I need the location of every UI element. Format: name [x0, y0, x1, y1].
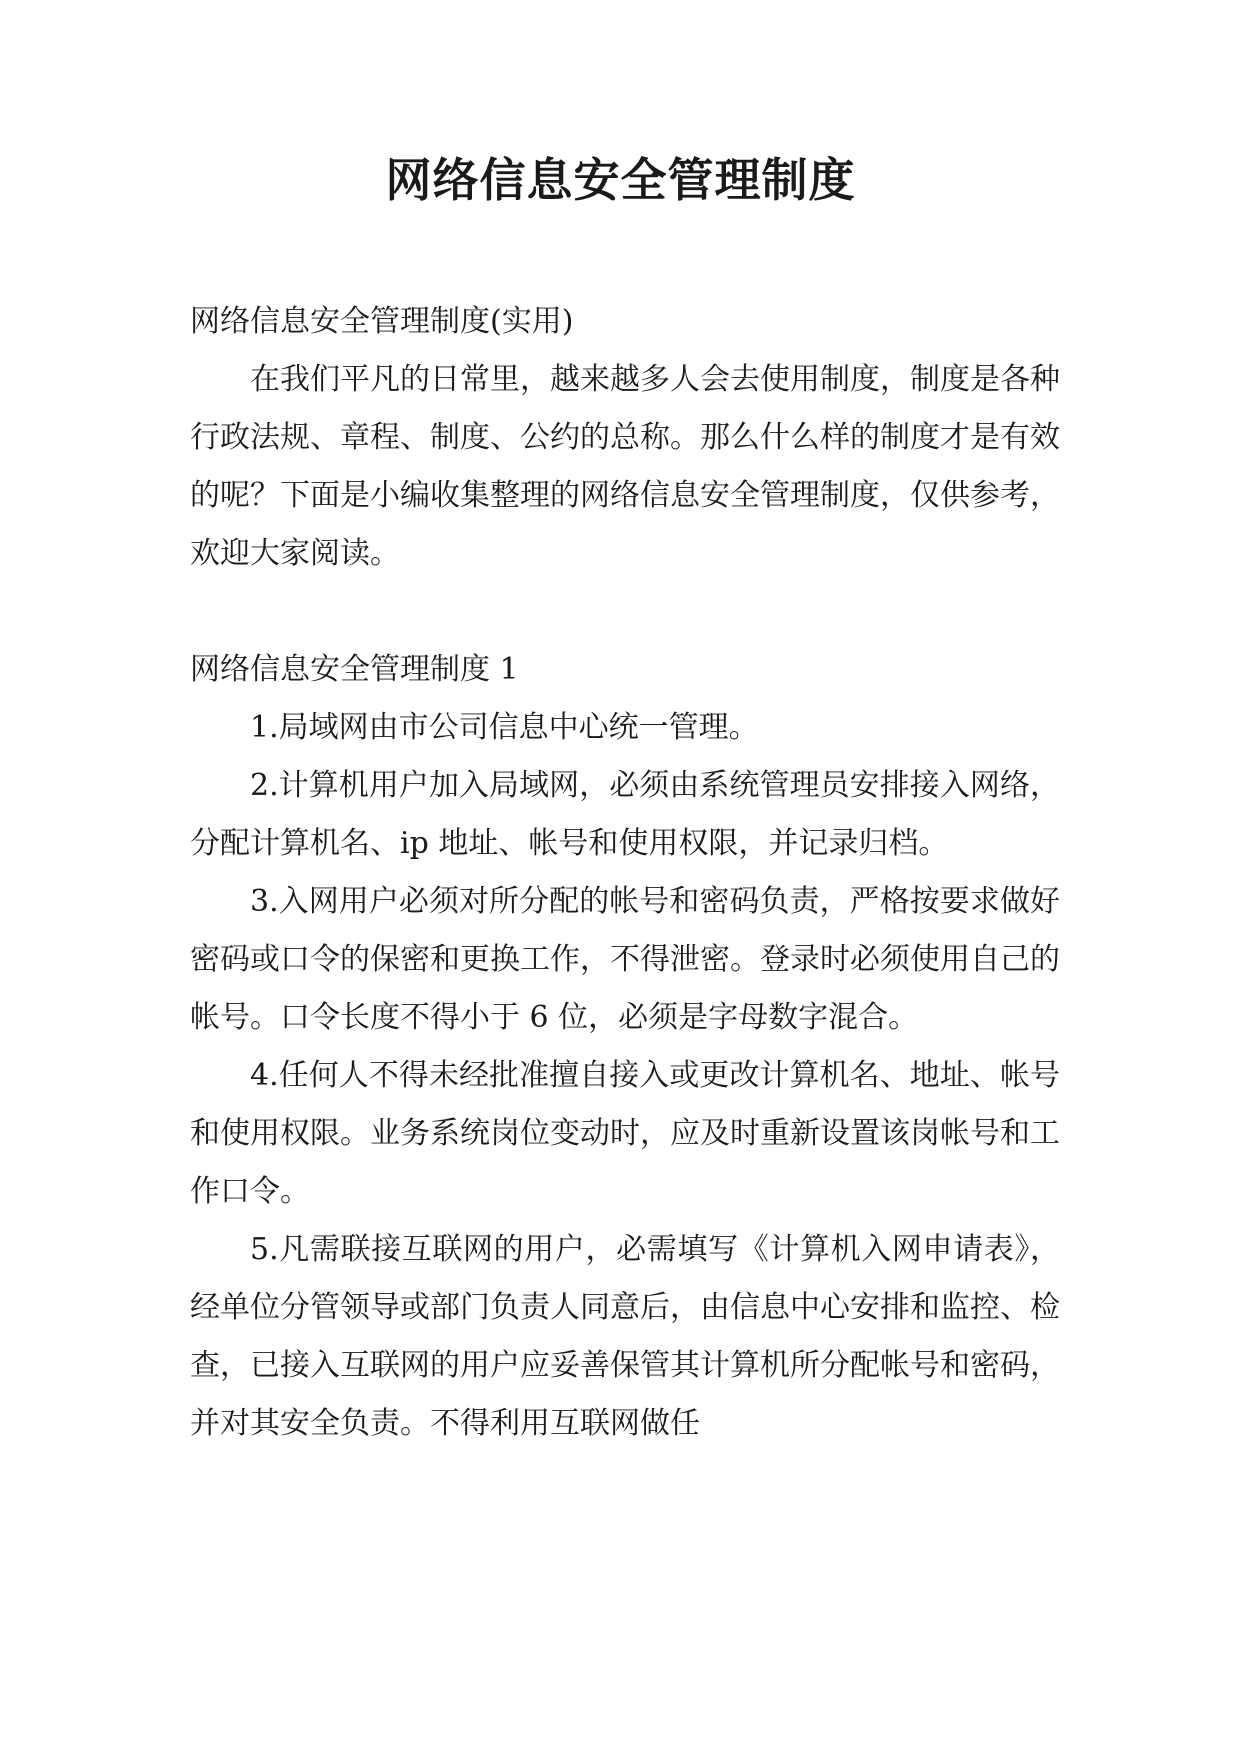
- list-item: 4.任何人不得未经批准擅自接入或更改计算机名、地址、帐号和使用权限。业务系统岗位变动时，应及时重新设置该岗帐号和工作口令。: [190, 1058, 1060, 1209]
- paragraph-gap: [190, 583, 1060, 641]
- list-item: 2.计算机用户加入局域网，必须由系统管理员安排接入网络，分配计算机名、ip 地址、帐号和使用权限，并记录归档。: [190, 768, 1060, 861]
- document-body: [190, 293, 1060, 1453]
- document-title: 网络信息安全管理制度: [385, 153, 856, 207]
- section-heading: 网络信息安全管理制度 1: [190, 652, 519, 687]
- list-item: 1.局域网由市公司信息中心统一管理。: [250, 710, 759, 745]
- intro-paragraph: 在我们平凡的日常里，越来越多人会去使用制度，制度是各种行政法规、章程、制度、公约的总称。那么什么样的制度才是有效的呢？下面是小编收集整理的网络信息安全管理制度，仅供参考，欢迎大家阅读。: [190, 362, 1060, 571]
- list-item: 5.凡需联接互联网的用户，必需填写《计算机入网申请表》，经单位分管领导或部门负责人同意后，由信息中心安排和监控、检查，已接入互联网的用户应妥善保管其计算机所分配帐号和密码，并对其安全负责。不得利用互联网做任: [190, 1232, 1060, 1441]
- list-item: 3.入网用户必须对所分配的帐号和密码负责，严格按要求做好密码或口令的保密和更换工作，不得泄密。登录时必须使用自己的帐号。口令长度不得小于 6 位，必须是字母数字混合。: [190, 884, 1060, 1035]
- document-subtitle: 网络信息安全管理制度(实用): [190, 304, 574, 339]
